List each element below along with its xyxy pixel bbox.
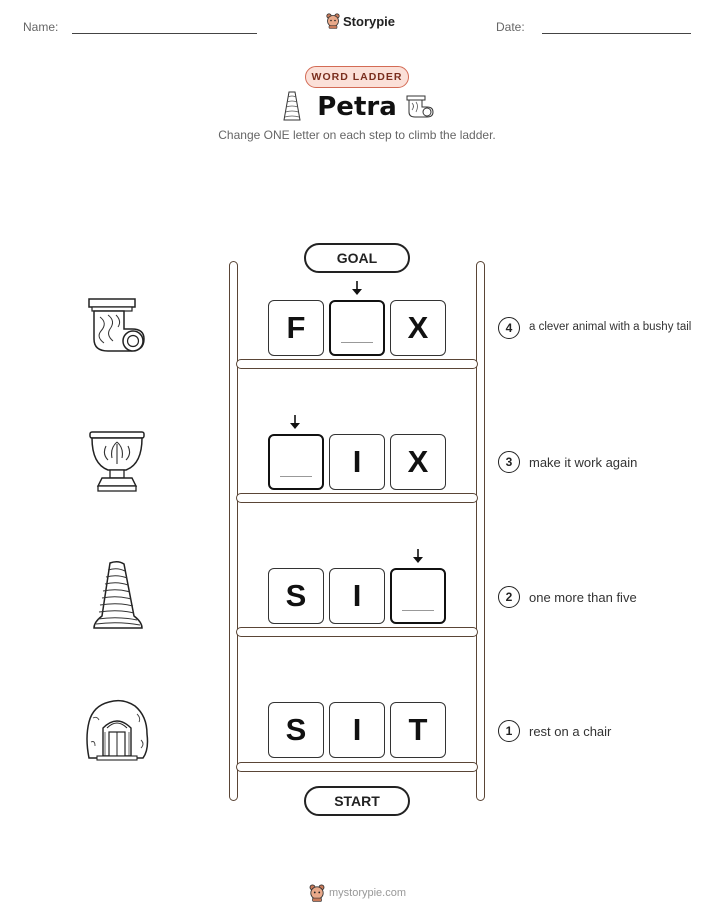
urn-icon xyxy=(86,430,148,494)
blank-letter-tile[interactable] xyxy=(329,300,385,356)
blank-letter-tile[interactable] xyxy=(390,568,446,624)
bear-mascot-icon xyxy=(326,13,340,29)
ladder-rung xyxy=(236,493,478,503)
page-title: Petra xyxy=(317,92,397,122)
step-clue: rest on a chair xyxy=(529,724,612,739)
blank-letter-tile[interactable] xyxy=(268,434,324,490)
start-label: START xyxy=(304,786,410,816)
arrow-down-icon xyxy=(350,280,364,296)
ladder-rail-left xyxy=(229,261,238,801)
step-number: 1 xyxy=(498,720,520,742)
footer xyxy=(309,884,406,902)
name-label: Name: xyxy=(23,20,59,34)
bear-mascot-icon xyxy=(309,884,325,902)
step-clue: make it work again xyxy=(529,455,638,470)
date-line[interactable] xyxy=(542,33,691,34)
footer-url[interactable]: mystorypie.com xyxy=(329,887,407,899)
ladder-rung xyxy=(236,359,478,369)
step-clue: one more than five xyxy=(529,590,637,605)
letter-tile: X xyxy=(390,300,446,356)
ladder-rung xyxy=(236,762,478,772)
letter-tile: I xyxy=(329,568,385,624)
step-number: 4 xyxy=(498,317,520,339)
column-capital-icon xyxy=(86,297,148,359)
letter-tile: S xyxy=(268,702,324,758)
rock-tomb-icon xyxy=(83,698,151,764)
letter-tile: T xyxy=(390,702,446,758)
date-label: Date: xyxy=(496,20,525,34)
step-number: 3 xyxy=(498,451,520,473)
step-clue: a clever animal with a bushy tail xyxy=(529,321,692,333)
instructions: Change ONE letter on each step to climb the ladder. xyxy=(218,128,496,142)
goal-label: GOAL xyxy=(304,243,410,273)
letter-tile: S xyxy=(268,568,324,624)
arrow-down-icon xyxy=(411,548,425,564)
ladder-rung xyxy=(236,627,478,637)
letter-tile: I xyxy=(329,434,385,490)
brand-logo xyxy=(326,13,395,29)
word-ladder-badge: WORD LADDER xyxy=(305,66,409,88)
column-capital-title-icon xyxy=(405,94,435,120)
rock-spire-icon xyxy=(90,560,146,634)
letter-tile: X xyxy=(390,434,446,490)
step-number: 2 xyxy=(498,586,520,608)
name-line[interactable] xyxy=(72,33,257,34)
ladder-rail-right xyxy=(476,261,485,801)
brand-name: Storypie xyxy=(343,13,396,29)
letter-tile: I xyxy=(329,702,385,758)
letter-tile: F xyxy=(268,300,324,356)
arrow-down-icon xyxy=(288,414,302,430)
